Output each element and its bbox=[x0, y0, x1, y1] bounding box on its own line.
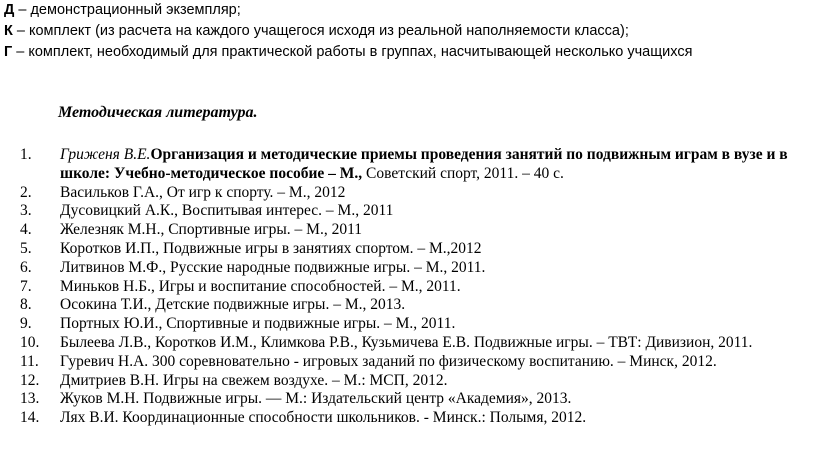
item-text: Былеева Л.В., Коротков И.М., Климкова Р.В., Кузьмичева Е.В. Подвижные игры. – ТВТ: Дивизион, 2011. bbox=[60, 333, 753, 351]
list-item bbox=[4, 409, 816, 428]
item-text: Железняк М.Н., Спортивные игры. – М., 2011 bbox=[60, 221, 363, 239]
item-text: Жуков М.Н. Подвижные игры. — М.: Издательский центр «Академия», 2013. bbox=[60, 390, 572, 408]
item-number: 8. bbox=[20, 296, 32, 314]
item-number: 11. bbox=[20, 352, 39, 370]
list-item bbox=[4, 240, 816, 259]
legend bbox=[4, 0, 810, 63]
item-text: Васильков Г.А., От игр к спорту. – М., 2012 bbox=[60, 183, 346, 201]
item-text: Дмитриев В.Н. Игры на свежем воздухе. – М.: МСП, 2012. bbox=[60, 371, 448, 389]
list-item bbox=[4, 353, 816, 372]
item-number: 7. bbox=[20, 277, 32, 295]
item-number: 6. bbox=[20, 258, 32, 276]
list-item bbox=[4, 315, 816, 334]
legend-letter: Г bbox=[4, 44, 13, 60]
item-title: школе: Учебно-методическое пособие – М., bbox=[60, 164, 363, 182]
section-heading: Методическая литература. bbox=[58, 104, 258, 121]
list-item bbox=[4, 184, 816, 203]
literature-list bbox=[4, 146, 816, 428]
item-number: 9. bbox=[20, 315, 32, 333]
item-author: Гриженя В.Е. bbox=[60, 146, 151, 163]
list-item bbox=[4, 221, 816, 240]
list-item bbox=[4, 278, 816, 297]
list-item bbox=[4, 334, 816, 353]
list-item bbox=[4, 202, 816, 221]
legend-row bbox=[4, 42, 810, 63]
item-number: 13. bbox=[20, 390, 40, 408]
item-text: Коротков И.П., Подвижные игры в занятиях спортом. – М.,2012 bbox=[60, 239, 482, 257]
list-item bbox=[4, 390, 816, 409]
item-number: 3. bbox=[20, 202, 32, 220]
legend-letter: К bbox=[4, 23, 13, 39]
legend-text: – демонстрационный экземпляр; bbox=[14, 2, 241, 18]
item-text: Осокина Т.И., Детские подвижные игры. – М., 2013. bbox=[60, 296, 406, 314]
item-number: 2. bbox=[20, 183, 32, 201]
item-number: 4. bbox=[20, 221, 32, 239]
legend-text: – комплект, необходимый для практической работы в группах, насчитывающей несколько учащихся bbox=[12, 44, 693, 60]
item-text: Гуревич Н.А. 300 соревновательно - игровых заданий по физическому воспитанию. – Минск, 2012. bbox=[60, 352, 717, 370]
legend-letter: Д bbox=[4, 2, 15, 18]
list-item bbox=[4, 146, 816, 184]
list-item bbox=[4, 259, 816, 278]
item-title: Организация и методические приемы проведения занятий по подвижным играм в вузе и в bbox=[150, 146, 788, 163]
item-number: 1. bbox=[20, 146, 32, 163]
item-number: 12. bbox=[20, 371, 40, 389]
item-text: Миньков Н.Б., Игры и воспитание способностей. – М., 2011. bbox=[60, 277, 461, 295]
item-text: Портных Ю.И., Спортивные и подвижные игры. – М., 2011. bbox=[60, 315, 456, 333]
legend-text: – комплект (из расчета на каждого учащегося исходя из реальной наполняемости класса); bbox=[12, 23, 629, 39]
item-content bbox=[60, 146, 816, 165]
item-rest: Советский спорт, 2011. – 40 с. bbox=[362, 164, 564, 182]
item-number: 5. bbox=[20, 239, 32, 257]
item-number: 10. bbox=[20, 333, 40, 351]
item-number: 14. bbox=[20, 409, 40, 427]
item-content bbox=[60, 165, 816, 184]
item-text: Литвинов М.Ф., Русские народные подвижные игры. – М., 2011. bbox=[60, 258, 486, 276]
item-text: Дусовицкий А.К., Воспитывая интерес. – М., 2011 bbox=[60, 202, 394, 220]
legend-row bbox=[4, 21, 810, 42]
list-item bbox=[4, 296, 816, 315]
legend-row bbox=[4, 0, 810, 21]
list-item bbox=[4, 372, 816, 391]
item-text: Лях В.И. Координационные способности школьников. - Минск.: Полымя, 2012. bbox=[60, 409, 587, 427]
